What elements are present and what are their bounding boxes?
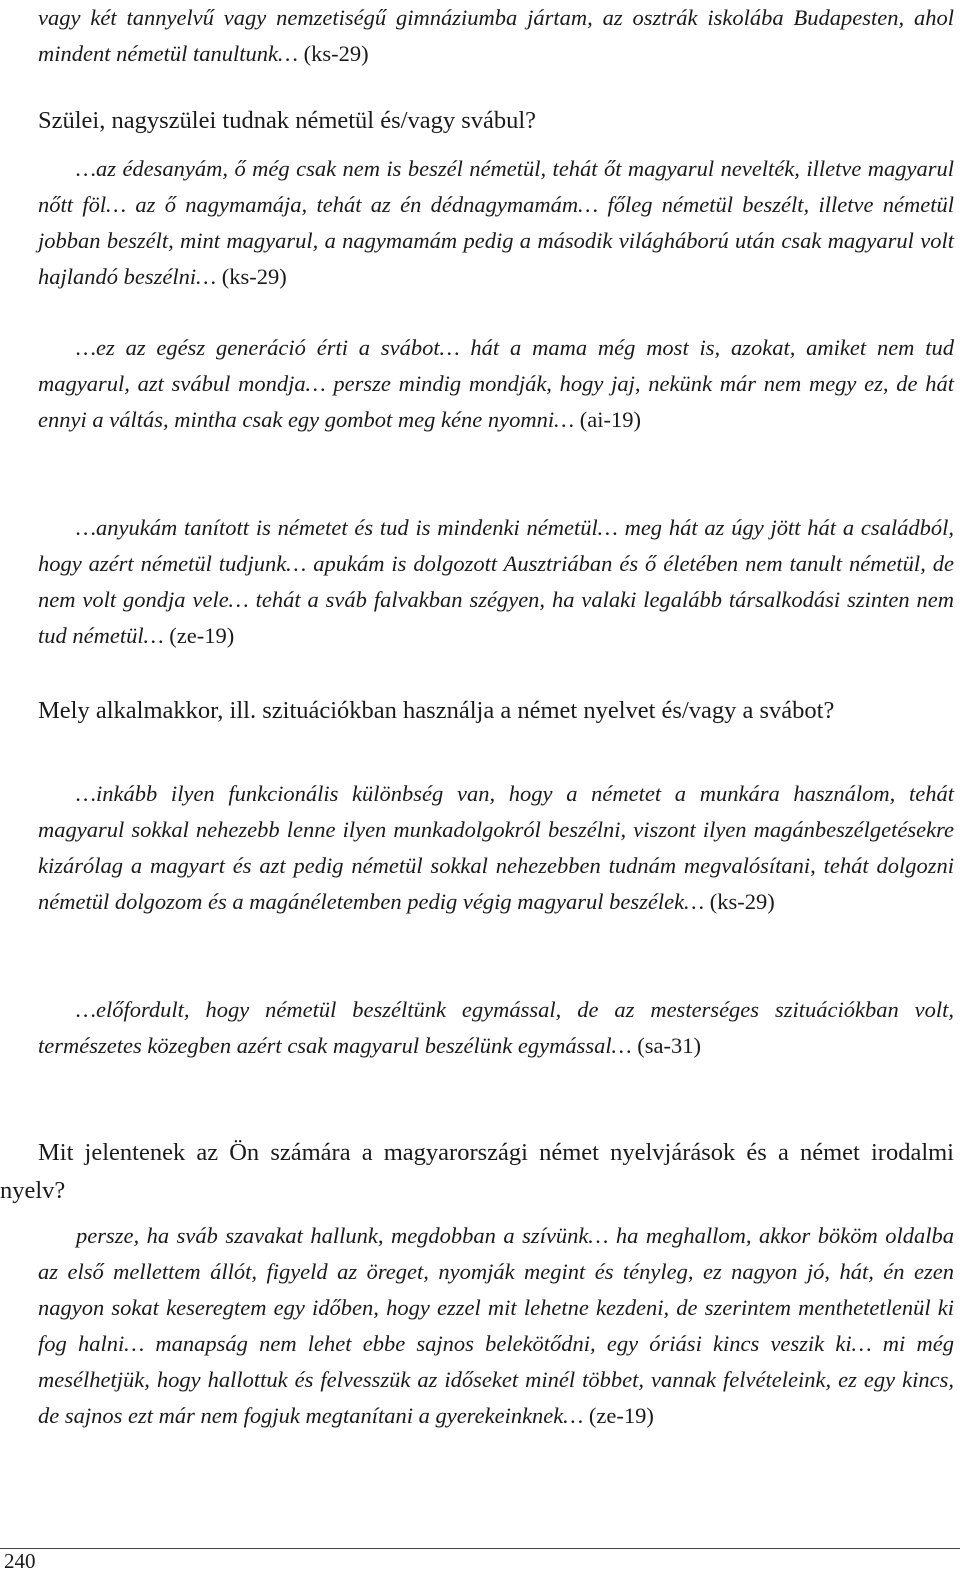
interview-quote-7 — [0, 1218, 954, 1434]
interview-quote-1 — [0, 0, 954, 72]
quote-text: persze, ha sváb szavakat hallunk, megdobban a szívünk… ha meghallom, akkor bököm oldalba az első mellettem állót, figyeld az öreget, nyomják megint és tényleg, ez nagyon jó, hát, én ezen nagyon sokat keseregtem egy időben, hogy ezzel mit lehetne kezdeni, de szerintem menthetetlenül ki fog halni… manapság nem lehet ebbe sajnos belekötődni, egy óriási kincs veszik ki… mi még mesélhetjük, hogy hallottuk és felvesszük az időseket minél többet, vannak felvételeink, ez egy kincs, de sajnos ezt már nem fogjuk megtanítani a gyerekeinknek… — [38, 1223, 954, 1428]
speaker-code: (ze-19) — [169, 623, 235, 648]
quote-text: …inkább ilyen funkcionális különbség van, hogy a németet a munkára használom, tehát magyarul sokkal nehezebb lenne ilyen munkadolgokról beszélni, viszont ilyen magánbeszélgetésekre kizárólag a magyart és azt pedig németül sokkal nehezebben tudnám megvalósítani, tehát dolgozni németül dolgozom és a magánéletemben pedig végig magyarul beszélek… — [38, 781, 954, 914]
interview-quote-2 — [0, 151, 954, 295]
interview-quote-3 — [0, 330, 954, 438]
quote-text: …előfordult, hogy németül beszéltünk egymással, de az mesterséges szituációkban volt, természetes közegben azért csak magyarul beszélünk egymással… — [38, 997, 954, 1058]
speaker-code: (ks-29) — [709, 889, 775, 914]
page-number: 240 — [4, 1549, 36, 1573]
interview-question-1: Szülei, nagyszülei tudnak németül és/vagy svábul? — [38, 107, 537, 134]
speaker-code: (sa-31) — [637, 1033, 701, 1058]
quote-text: …anyukám tanított is németet és tud is mindenki németül… meg hát az úgy jött hát a családból, hogy azért németül tudjunk… apukám is dolgozott Ausztriában és ő életében nem tanult németül, de nem volt gondja vele… tehát a sváb falvakban szégyen, ha valaki legalább társalkodási szinten nem tud németül… — [38, 515, 954, 648]
quote-text: …az édesanyám, ő még csak nem is beszél németül, tehát őt magyarul nevelték, illetve magyarul nőtt föl… az ő nagymamája, tehát az én dédnagymamám… főleg németül beszélt, illetve németül jobban beszélt, mint magyarul, a nagymamám pedig a második világháború után csak magyarul volt hajlandó beszélni… — [38, 156, 954, 289]
interview-quote-6 — [0, 992, 954, 1064]
quote-text: vagy két tannyelvű vagy nemzetiségű gimnáziumba jártam, az osztrák iskolába Budapesten, ahol mindent németül tanultunk… — [38, 5, 954, 66]
speaker-code: (ks-29) — [303, 41, 369, 66]
speaker-code: (ai-19) — [579, 407, 641, 432]
quote-text: …ez az egész generáció érti a svábot… hát a mama még most is, azokat, amiket nem tud magyarul, azt svábul mondja… persze mindig mondják, hogy jaj, nekünk már nem megy ez, de hát ennyi a váltás, mintha csak egy gombot meg kéne nyomni… — [38, 335, 954, 432]
footer-divider — [0, 1548, 960, 1549]
interview-quote-5 — [0, 776, 954, 920]
interview-question-2: Mely alkalmakkor, ill. szituációkban használja a német nyelvet és/vagy a svábot? — [38, 697, 835, 724]
interview-quote-4 — [0, 510, 954, 654]
interview-question-3: Mit jelentenek az Ön számára a magyarországi német nyelvjárások és a német irodalmi nyelv? — [0, 1139, 954, 1204]
speaker-code: (ze-19) — [588, 1403, 654, 1428]
speaker-code: (ks-29) — [221, 264, 287, 289]
